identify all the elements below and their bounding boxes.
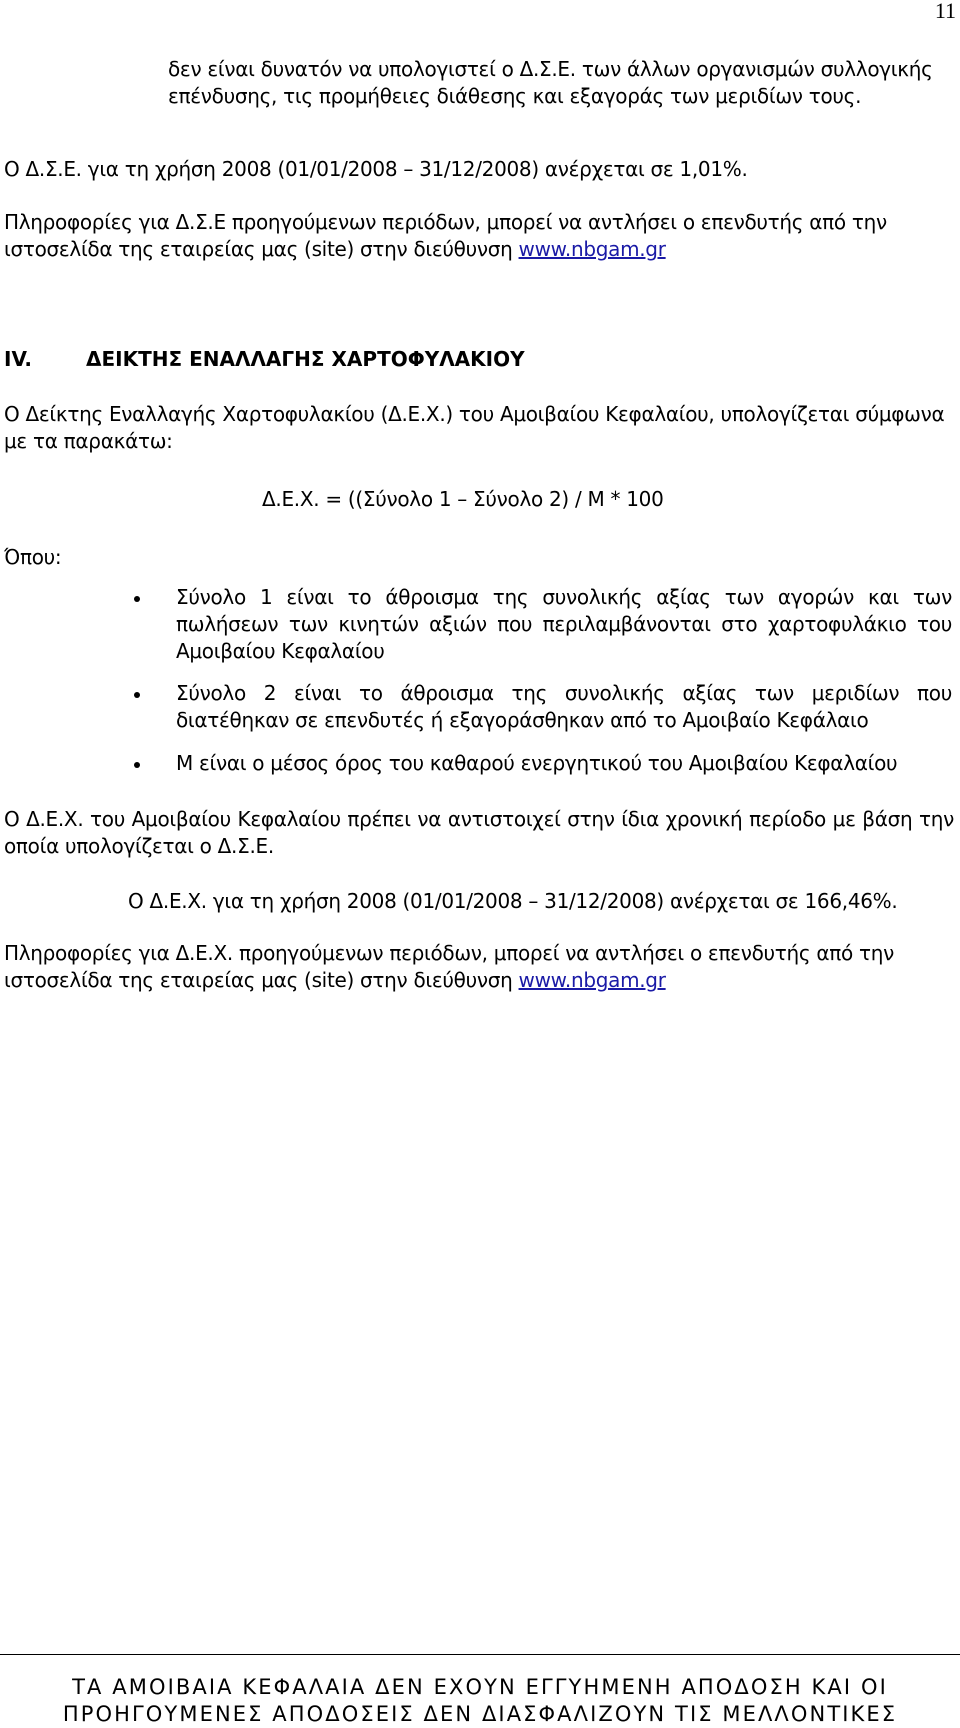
bullet-icon xyxy=(134,692,140,698)
footer-divider xyxy=(0,1654,960,1655)
footer-disclaimer xyxy=(0,1674,960,1728)
period-paragraph: Ο Δ.Ε.Χ. του Αμοιβαίου Κεφαλαίου πρέπει να αντιστοιχεί στην ίδια χρονική περίοδο με βάση την οποία υπολογίζεται ο Δ.Σ.Ε. xyxy=(4,807,954,858)
intro-paragraph: Ο Δείκτης Εναλλαγής Χαρτοφυλακίου (Δ.Ε.Χ.) του Αμοιβαίου Κεφαλαίου, υπολογίζεται σύμφωνα με τα παρακάτω: xyxy=(4,402,945,453)
dex-value-line: Ο Δ.Ε.Χ. για τη χρήση 2008 (01/01/2008 – 31/12/2008) ανέρχεται σε 166,46%. xyxy=(128,889,898,913)
tse-value-line: Ο Δ.Σ.Ε. για τη χρήση 2008 (01/01/2008 – 31/12/2008) ανέρχεται σε 1,01%. xyxy=(4,157,748,181)
footer-line-1: ΤΑ ΑΜΟΙΒΑΙΑ ΚΕΦΑΛΑΙΑ ΔΕΝ ΕΧΟΥΝ ΕΓΓΥΗΜΕΝΗ ΑΠΟΔΟΣΗ ΚΑΙ ΟΙ xyxy=(72,1675,888,1699)
dex-info-text: Πληροφορίες για Δ.Ε.Χ. προηγούμενων περιόδων, μπορεί να αντλήσει ο επενδυτής από την ιστοσελίδα της εταιρείας μας (site) στην διεύθυνση xyxy=(4,941,894,992)
dex-info-paragraph xyxy=(4,940,954,994)
footer-line-2: ΠΡΟΗΓΟΥΜΕΝΕΣ ΑΠΟΔΟΣΕΙΣ ΔΕΝ ΔΙΑΣΦΑΛΙΖΟΥΝ ΤΙΣ ΜΕΛΛΟΝΤΙΚΕΣ xyxy=(62,1702,898,1726)
bullet-icon xyxy=(134,762,140,768)
section-title: ΔΕΙΚΤΗΣ ΕΝΑΛΛΑΓΗΣ ΧΑΡΤΟΦΥΛΑΚΙΟΥ xyxy=(86,347,525,371)
where-label: Όπου: xyxy=(4,545,62,569)
section-number: IV. xyxy=(4,347,32,371)
bullet-icon xyxy=(134,596,140,602)
dex-website-link[interactable]: www.nbgam.gr xyxy=(518,968,666,992)
definitions-list: Σύνολο 1 είναι το άθροισμα της συνολικής αξίας των αγορών και των πωλήσεων των κινητών αξιών που περιλαμβάνονται στο χαρτοφυλάκιο του Αμοιβαίου Κεφαλαίου Σύνολο 2 είναι το άθροισμα της συνολικής αξίας των μεριδίων που διατέθηκαν σε επενδυτές ή εξαγοράσθηκαν από το Αμοιβαίο Κεφάλαιο Μ είναι ο μέσος όρος του καθαρού ενεργητικού του Αμοιβαίου Κεφαλαίου xyxy=(0,584,956,784)
page-number: 11 xyxy=(934,0,956,23)
tse-website-link[interactable]: www.nbgam.gr xyxy=(518,237,666,261)
tse-info-paragraph xyxy=(4,209,954,263)
top-paragraph: δεν είναι δυνατόν να υπολογιστεί ο Δ.Σ.Ε. των άλλων οργανισμών συλλογικής επένδυσης, τις προμήθειες διάθεσης και εξαγοράς των μεριδίων τους. xyxy=(168,57,933,108)
formula: Δ.Ε.Χ. = ((Σύνολο 1 – Σύνολο 2) / Μ * 100 xyxy=(262,487,664,511)
tse-info-text: Πληροφορίες για Δ.Σ.Ε προηγούμενων περιόδων, μπορεί να αντλήσει ο επενδυτής από την ιστοσελίδα της εταιρείας μας (site) στην διεύθυνση xyxy=(4,210,887,261)
